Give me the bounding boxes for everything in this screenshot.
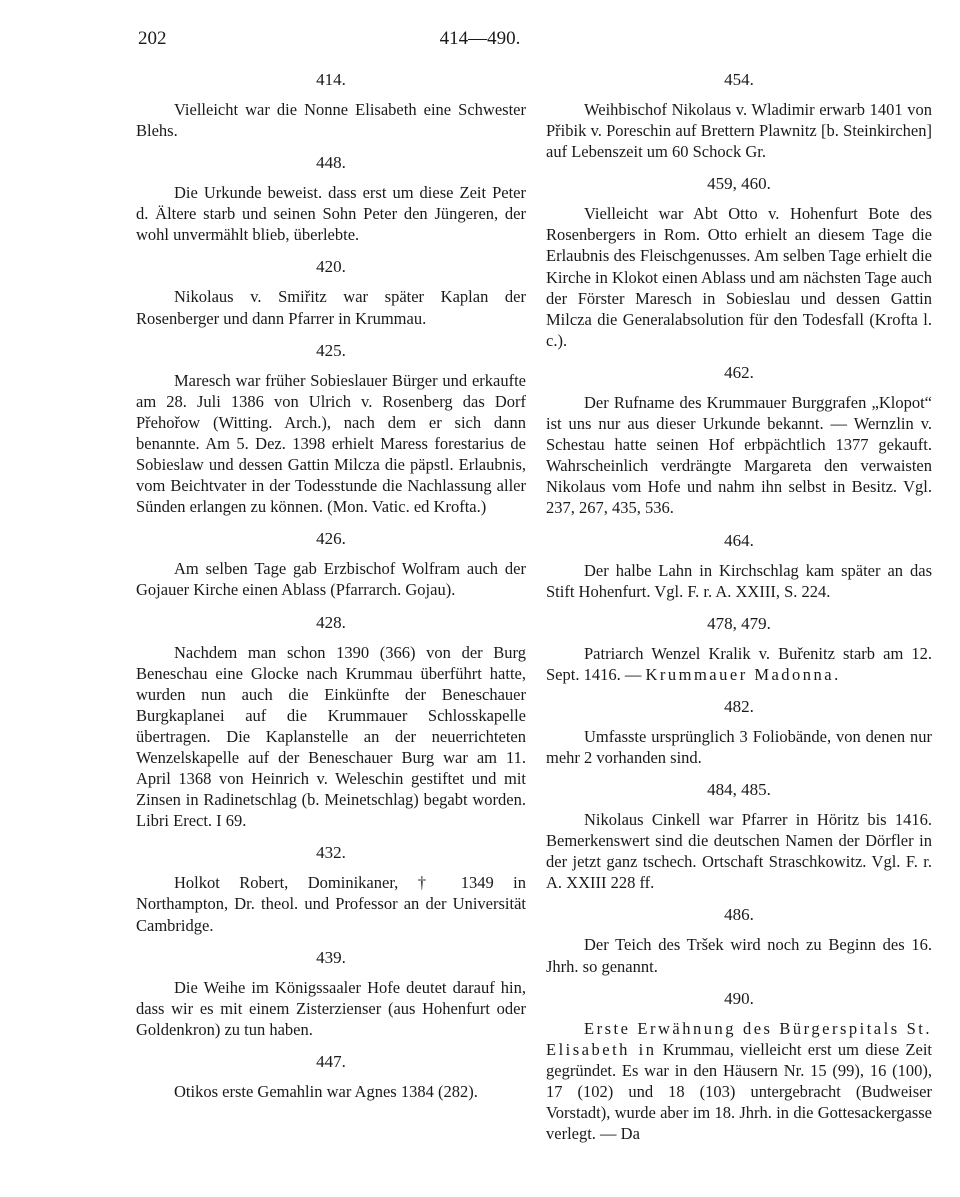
note-number: 425. — [316, 340, 346, 360]
note-text — [136, 182, 526, 245]
text-run: Krummau, vielleicht erst um diese Zeit gegründet. Es war in den Häusern Nr. 15 (99), 16 (100), 17 (102) und 18 (103) untergebracht (Budweiser Vorstadt), wurde aber im 18. Jhrh. in die Gottesackergasse verlegt. — Da — [546, 1039, 932, 1144]
note-text — [136, 99, 526, 141]
note-section — [546, 363, 932, 519]
text-run: Nachdem man schon 1390 (366) von der Burg Beneschau eine Glocke nach Krummau überführt hatte, wurden nun auch die Einkünfte der Beneschauer Burgkaplanei auf die Krummauer Schlosskapelle übertragen. Die Kaplanstelle an der neuerrichteten Wenzelskapelle auf der Beneschauer Burg war am 11. April 1368 von Heinrich v. Weleschin gestiftet und mit Zinsen in Radinetschlag (b. Meinetschlag) begabt worden. Libri Erect. I 69. — [136, 642, 526, 831]
note-number: 486. — [724, 905, 754, 925]
text-run: Der halbe Lahn in Kirchschlag kam später an das Stift Hohenfurt. Vgl. F. r. A. XXIII, S. 224. — [546, 560, 932, 601]
spaced-emphasis-text: Krummauer Madonna — [645, 664, 835, 684]
note-text — [136, 286, 526, 328]
note-number: 428. — [316, 612, 346, 632]
note-section — [136, 529, 526, 600]
note-text — [136, 1081, 526, 1102]
note-text — [546, 934, 932, 976]
text-run: Vielleicht war die Nonne Elisabeth eine Schwester Blehs. — [136, 100, 526, 141]
note-number: 420. — [316, 257, 346, 277]
note-section — [136, 153, 526, 245]
text-run: Holkot Robert, Dominikaner, † 1349 in Northampton, Dr. theol. und Professor an der Universität Cambridge. — [136, 873, 526, 935]
text-run: Die Urkunde beweist. dass erst um diese Zeit Peter d. Ältere starb und seinen Sohn Peter den Jüngeren, der wohl unvermählt blieb, überlebte. — [136, 183, 526, 245]
note-number: 439. — [316, 947, 346, 967]
note-number: 414. — [316, 70, 346, 89]
note-text — [546, 809, 932, 893]
note-section — [136, 948, 526, 1040]
right-column — [546, 70, 932, 1156]
note-text — [136, 558, 526, 600]
note-text — [546, 643, 932, 685]
note-section — [136, 257, 526, 328]
note-number: 454. — [724, 70, 754, 89]
note-section — [546, 174, 932, 351]
note-section — [136, 1052, 526, 1102]
note-number: 490. — [724, 988, 754, 1008]
text-run: Vielleicht war Abt Otto v. Hohenfurt Bote des Rosenbergers in Rom. Otto erhielt an diesem Tage die Erlaubnis des Fleischgenusses. Am selben Tage erhielt die Kirche in Klokot einen Ablass und am nächsten Tage auch der Förster Maresch in Sobieslau und dessen Gattin Milcza die Generalabsolution für den Todesfall (Krofta l. c.). — [546, 204, 932, 350]
note-section — [546, 780, 932, 893]
note-section — [136, 341, 526, 518]
text-run: Umfasste ursprünglich 3 Foliobände, von denen nur mehr 2 vorhanden sind. — [546, 726, 932, 767]
note-text — [136, 370, 526, 518]
running-header: 414—490. — [439, 28, 521, 49]
text-run: Der Rufname des Krummauer Burggrafen „Klopot“ ist uns nur aus dieser Urkunde bekannt. — Wernzlin v. Schestau hatte seinen Hof erbpächtlich 1377 gekauft. Wahrscheinlich verdrängte Margareta den verwaisten Nikolaus vom Hofe und nahm ihn selbst in Besitz. Vgl. 237, 267, 435, 536. — [546, 392, 932, 518]
note-text — [546, 203, 932, 351]
note-number: 426. — [316, 529, 346, 549]
note-section — [546, 70, 932, 162]
note-text — [546, 392, 932, 519]
text-run: . — [834, 664, 839, 684]
note-section — [136, 70, 526, 141]
note-number: 459, 460. — [707, 174, 771, 194]
note-number: 484, 485. — [707, 780, 771, 800]
note-number: 482. — [724, 696, 754, 716]
note-section — [546, 905, 932, 976]
text-run: Patriarch Wenzel Kralik v. Buřenitz starb am 12. Sept. 1416. — — [546, 643, 932, 684]
note-text — [546, 726, 932, 768]
note-text — [546, 99, 932, 162]
spaced-emphasis-text: Erste Erwähnung des Bürgerspitals St. Elisabeth in — [546, 1018, 932, 1059]
note-text — [546, 560, 932, 602]
note-number: 447. — [316, 1051, 346, 1071]
note-number: 464. — [724, 530, 754, 550]
note-number: 462. — [724, 362, 754, 382]
text-run: Nikolaus Cinkell war Pfarrer in Höritz bis 1416. Bemerkenswert sind die deutschen Namen der Dörfler in der jetzt ganz tschech. Ortschaft Straschkowitz. Vgl. F. r. A. XXIII 228 ff. — [546, 810, 932, 893]
note-section — [546, 531, 932, 602]
text-run: Otikos erste Gemahlin war Agnes 1384 (282). — [174, 1081, 478, 1101]
note-section — [136, 613, 526, 832]
text-run: Nikolaus v. Smiřitz war später Kaplan der Rosenberger und dann Pfarrer in Krummau. — [136, 287, 526, 328]
note-number: 478, 479. — [707, 613, 771, 633]
note-section — [546, 697, 932, 768]
text-run: Weihbischof Nikolaus v. Wladimir erwarb 1401 von Přibik v. Poreschin auf Brettern Plawnitz [b. Steinkirchen] auf Lebenszeit um 60 Schock Gr. — [546, 100, 932, 162]
note-section — [546, 989, 932, 1145]
note-number: 432. — [316, 843, 346, 863]
note-section — [136, 843, 526, 935]
note-text — [136, 977, 526, 1040]
note-text — [546, 1018, 932, 1145]
left-column — [136, 70, 526, 1114]
text-run: Am selben Tage gab Erzbischof Wolfram auch der Gojauer Kirche einen Ablass (Pfarrarch. Gojau). — [136, 559, 526, 600]
text-run: Der Teich des Tršek wird noch zu Beginn des 16. Jhrh. so genannt. — [546, 935, 932, 976]
note-number: 448. — [316, 153, 346, 173]
text-run: Maresch war früher Sobieslauer Bürger und erkaufte am 28. Juli 1386 von Ulrich v. Rosenberg das Dorf Přehořow (Witting. Arch.), nach dem er sich dann benannte. Am 5. Dez. 1398 erhielt Maress forestarius de Sobieslaw und dessen Gattin Milcza die päpstl. Erlaubnis, vom Beichtvater in der Todesstunde die Nachlassung aller Sünden erlangen zu können. (Mon. Vatic. ed Krofta.) — [136, 370, 526, 517]
text-run: Die Weihe im Königssaaler Hofe deutet darauf hin, dass wir es mit einem Zisterzienser (aus Hohenfurt oder Goldenkron) zu tun haben. — [136, 977, 526, 1039]
note-section — [546, 614, 932, 685]
note-text — [136, 872, 526, 935]
note-text — [136, 642, 526, 832]
page-number: 202 — [138, 28, 167, 49]
